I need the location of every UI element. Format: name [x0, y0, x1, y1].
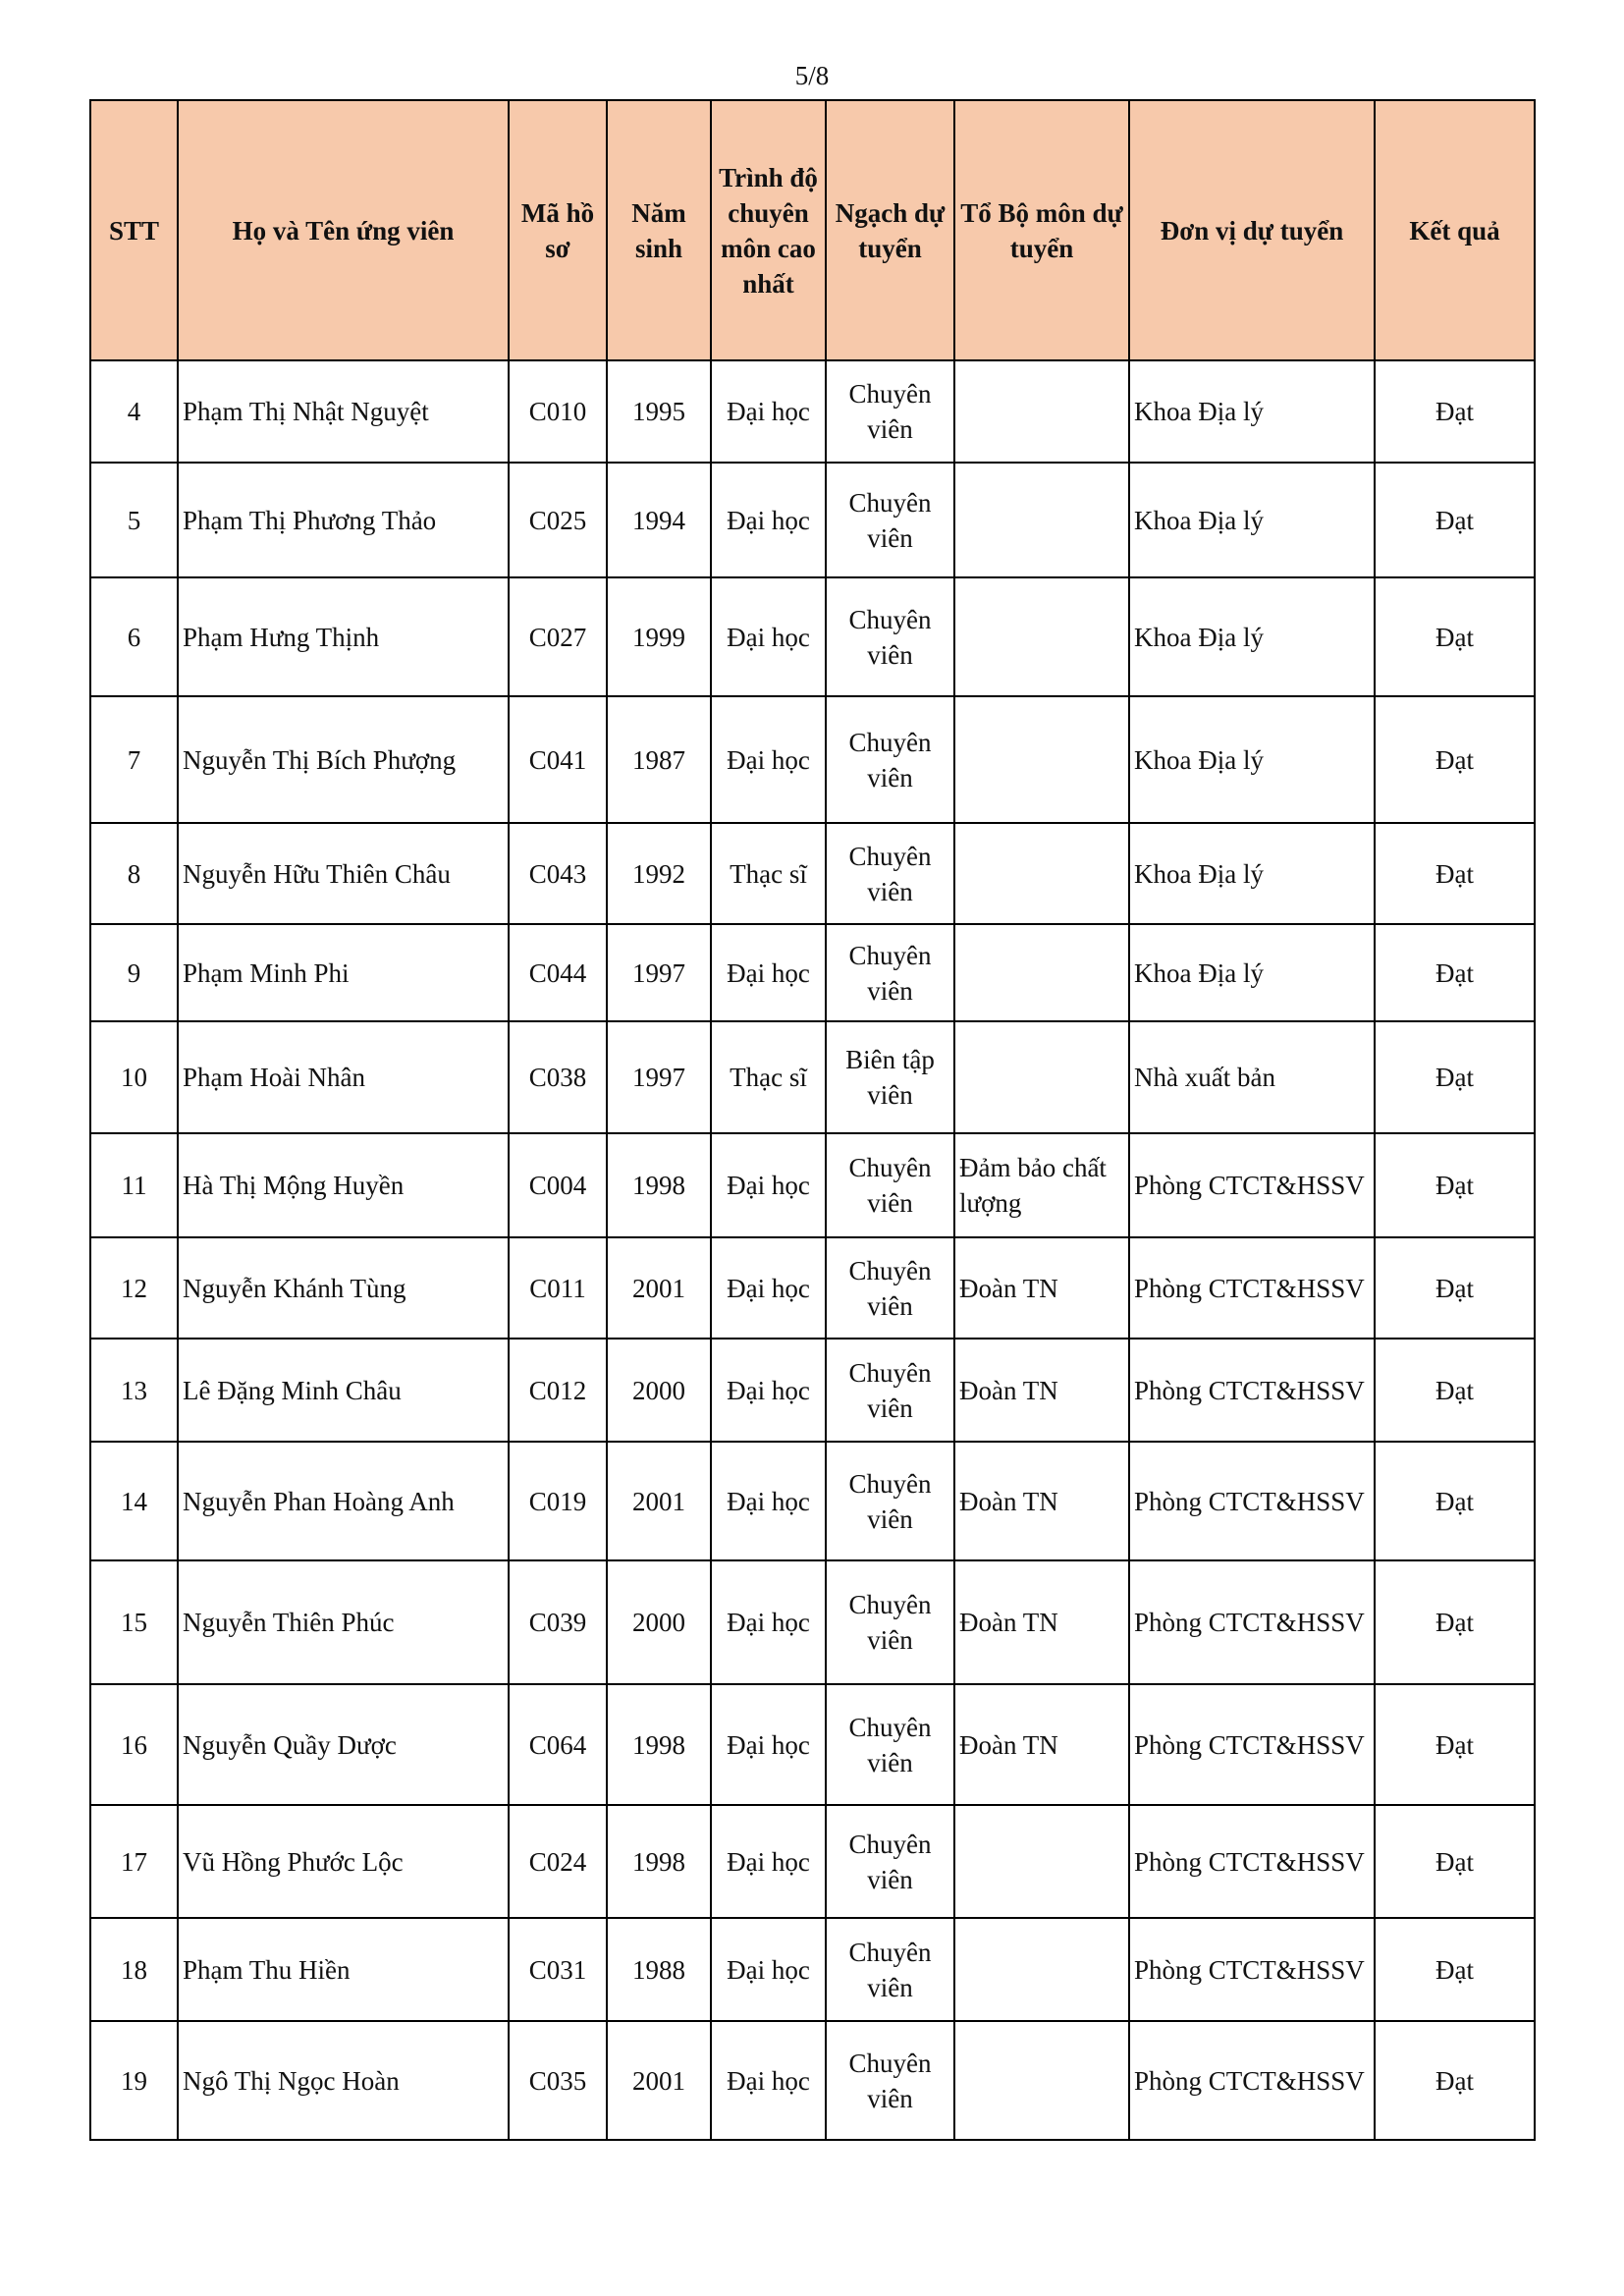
cell-stt: 17 — [90, 1805, 178, 1918]
cell-stt: 5 — [90, 463, 178, 577]
cell-birth-year: 1992 — [607, 823, 711, 924]
cell-name: Nguyễn Quầy Dược — [178, 1684, 509, 1805]
cell-rank: Chuyên viên — [826, 1560, 954, 1684]
cell-stt: 11 — [90, 1133, 178, 1237]
header-rank: Ngạch dự tuyển — [826, 100, 954, 360]
cell-unit: Khoa Địa lý — [1129, 924, 1375, 1021]
cell-birth-year: 1998 — [607, 1684, 711, 1805]
cell-file-code: C011 — [509, 1237, 607, 1339]
cell-file-code: C041 — [509, 696, 607, 823]
cell-unit: Khoa Địa lý — [1129, 823, 1375, 924]
table-row — [90, 696, 1535, 823]
cell-department-group: Đoàn TN — [954, 1237, 1129, 1339]
cell-file-code: C035 — [509, 2021, 607, 2140]
cell-education: Đại học — [711, 1442, 826, 1560]
cell-birth-year: 2000 — [607, 1560, 711, 1684]
cell-unit: Khoa Địa lý — [1129, 696, 1375, 823]
cell-name: Nguyễn Hữu Thiên Châu — [178, 823, 509, 924]
cell-name: Phạm Hoài Nhân — [178, 1021, 509, 1133]
cell-rank: Chuyên viên — [826, 1339, 954, 1442]
cell-stt: 8 — [90, 823, 178, 924]
cell-name: Nguyễn Thiên Phúc — [178, 1560, 509, 1684]
cell-unit: Phòng CTCT&HSSV — [1129, 1805, 1375, 1918]
page-number: 5/8 — [794, 61, 830, 90]
header-result: Kết quả — [1375, 100, 1535, 360]
cell-birth-year: 1988 — [607, 1918, 711, 2021]
cell-department-group — [954, 823, 1129, 924]
table-row — [90, 924, 1535, 1021]
cell-file-code: C025 — [509, 463, 607, 577]
cell-education: Đại học — [711, 1560, 826, 1684]
cell-file-code: C031 — [509, 1918, 607, 2021]
cell-rank: Chuyên viên — [826, 463, 954, 577]
cell-stt: 10 — [90, 1021, 178, 1133]
cell-name: Phạm Minh Phi — [178, 924, 509, 1021]
cell-unit: Phòng CTCT&HSSV — [1129, 1442, 1375, 1560]
cell-rank: Biên tập viên — [826, 1021, 954, 1133]
cell-result: Đạt — [1375, 696, 1535, 823]
cell-birth-year: 1999 — [607, 577, 711, 696]
table-row — [90, 463, 1535, 577]
cell-rank: Chuyên viên — [826, 924, 954, 1021]
cell-department-group: Đoàn TN — [954, 1560, 1129, 1684]
cell-education: Đại học — [711, 696, 826, 823]
cell-file-code: C039 — [509, 1560, 607, 1684]
cell-unit: Khoa Địa lý — [1129, 463, 1375, 577]
header-unit: Đơn vị dự tuyển — [1129, 100, 1375, 360]
table-row — [90, 577, 1535, 696]
table-row — [90, 2021, 1535, 2140]
cell-department-group: Đoàn TN — [954, 1339, 1129, 1442]
cell-birth-year: 1998 — [607, 1133, 711, 1237]
cell-result: Đạt — [1375, 1021, 1535, 1133]
cell-rank: Chuyên viên — [826, 577, 954, 696]
cell-file-code: C027 — [509, 577, 607, 696]
cell-rank: Chuyên viên — [826, 2021, 954, 2140]
cell-department-group — [954, 577, 1129, 696]
cell-unit: Phòng CTCT&HSSV — [1129, 1237, 1375, 1339]
cell-result: Đạt — [1375, 1805, 1535, 1918]
cell-rank: Chuyên viên — [826, 1237, 954, 1339]
cell-name: Phạm Thị Phương Thảo — [178, 463, 509, 577]
cell-education: Đại học — [711, 2021, 826, 2140]
cell-education: Đại học — [711, 1237, 826, 1339]
cell-rank: Chuyên viên — [826, 1684, 954, 1805]
cell-birth-year: 1998 — [607, 1805, 711, 1918]
cell-stt: 16 — [90, 1684, 178, 1805]
table-row — [90, 1918, 1535, 2021]
table-row — [90, 823, 1535, 924]
cell-rank: Chuyên viên — [826, 1805, 954, 1918]
cell-file-code: C043 — [509, 823, 607, 924]
cell-name: Phạm Thị Nhật Nguyệt — [178, 360, 509, 463]
cell-birth-year: 2001 — [607, 1237, 711, 1339]
cell-unit: Khoa Địa lý — [1129, 360, 1375, 463]
cell-rank: Chuyên viên — [826, 1918, 954, 2021]
table-row — [90, 1021, 1535, 1133]
table-row — [90, 360, 1535, 463]
cell-department-group — [954, 1918, 1129, 2021]
cell-name: Nguyễn Thị Bích Phượng — [178, 696, 509, 823]
cell-stt: 18 — [90, 1918, 178, 2021]
cell-birth-year: 1997 — [607, 1021, 711, 1133]
cell-result: Đạt — [1375, 1918, 1535, 2021]
cell-name: Phạm Thu Hiền — [178, 1918, 509, 2021]
cell-stt: 14 — [90, 1442, 178, 1560]
cell-file-code: C038 — [509, 1021, 607, 1133]
cell-education: Thạc sĩ — [711, 823, 826, 924]
cell-department-group — [954, 696, 1129, 823]
table-row — [90, 1339, 1535, 1442]
cell-unit: Phòng CTCT&HSSV — [1129, 1684, 1375, 1805]
cell-unit: Phòng CTCT&HSSV — [1129, 1339, 1375, 1442]
cell-file-code: C064 — [509, 1684, 607, 1805]
header-department-group: Tổ Bộ môn dự tuyển — [954, 100, 1129, 360]
cell-stt: 4 — [90, 360, 178, 463]
cell-result: Đạt — [1375, 577, 1535, 696]
table-row — [90, 1237, 1535, 1339]
cell-name: Lê Đặng Minh Châu — [178, 1339, 509, 1442]
cell-unit: Phòng CTCT&HSSV — [1129, 1918, 1375, 2021]
cell-result: Đạt — [1375, 924, 1535, 1021]
cell-unit: Phòng CTCT&HSSV — [1129, 2021, 1375, 2140]
cell-name: Ngô Thị Ngọc Hoàn — [178, 2021, 509, 2140]
cell-file-code: C010 — [509, 360, 607, 463]
cell-stt: 12 — [90, 1237, 178, 1339]
cell-stt: 13 — [90, 1339, 178, 1442]
cell-department-group — [954, 463, 1129, 577]
table-row — [90, 1805, 1535, 1918]
cell-birth-year: 2001 — [607, 1442, 711, 1560]
cell-education: Đại học — [711, 1684, 826, 1805]
cell-department-group — [954, 924, 1129, 1021]
cell-result: Đạt — [1375, 1442, 1535, 1560]
header-education: Trình độ chuyên môn cao nhất — [711, 100, 826, 360]
cell-department-group — [954, 2021, 1129, 2140]
header-name: Họ và Tên ứng viên — [178, 100, 509, 360]
table-row — [90, 1133, 1535, 1237]
cell-rank: Chuyên viên — [826, 1442, 954, 1560]
cell-result: Đạt — [1375, 1133, 1535, 1237]
cell-birth-year: 1995 — [607, 360, 711, 463]
cell-education: Đại học — [711, 577, 826, 696]
cell-name: Nguyễn Phan Hoàng Anh — [178, 1442, 509, 1560]
cell-result: Đạt — [1375, 1560, 1535, 1684]
cell-result: Đạt — [1375, 1237, 1535, 1339]
cell-file-code: C012 — [509, 1339, 607, 1442]
cell-result: Đạt — [1375, 823, 1535, 924]
table-row — [90, 1684, 1535, 1805]
cell-birth-year: 1994 — [607, 463, 711, 577]
cell-birth-year: 1997 — [607, 924, 711, 1021]
cell-result: Đạt — [1375, 2021, 1535, 2140]
cell-department-group: Đoàn TN — [954, 1442, 1129, 1560]
table-row — [90, 1560, 1535, 1684]
cell-file-code: C004 — [509, 1133, 607, 1237]
table-row — [90, 1442, 1535, 1560]
cell-birth-year: 1987 — [607, 696, 711, 823]
cell-unit: Khoa Địa lý — [1129, 577, 1375, 696]
cell-file-code: C024 — [509, 1805, 607, 1918]
cell-unit: Phòng CTCT&HSSV — [1129, 1560, 1375, 1684]
cell-rank: Chuyên viên — [826, 696, 954, 823]
cell-birth-year: 2000 — [607, 1339, 711, 1442]
cell-name: Phạm Hưng Thịnh — [178, 577, 509, 696]
cell-department-group — [954, 1021, 1129, 1133]
cell-name: Nguyễn Khánh Tùng — [178, 1237, 509, 1339]
cell-stt: 19 — [90, 2021, 178, 2140]
cell-education: Đại học — [711, 1133, 826, 1237]
cell-result: Đạt — [1375, 360, 1535, 463]
cell-education: Đại học — [711, 1805, 826, 1918]
cell-result: Đạt — [1375, 1684, 1535, 1805]
cell-result: Đạt — [1375, 463, 1535, 577]
cell-department-group: Đảm bảo chất lượng — [954, 1133, 1129, 1237]
cell-file-code: C019 — [509, 1442, 607, 1560]
header-file-code: Mã hồ sơ — [509, 100, 607, 360]
candidates-table — [89, 99, 1536, 2141]
cell-rank: Chuyên viên — [826, 1133, 954, 1237]
cell-rank: Chuyên viên — [826, 360, 954, 463]
cell-unit: Nhà xuất bản — [1129, 1021, 1375, 1133]
cell-education: Đại học — [711, 1918, 826, 2021]
cell-education: Đại học — [711, 360, 826, 463]
header-stt: STT — [90, 100, 178, 360]
cell-name: Hà Thị Mộng Huyền — [178, 1133, 509, 1237]
cell-result: Đạt — [1375, 1339, 1535, 1442]
cell-unit: Phòng CTCT&HSSV — [1129, 1133, 1375, 1237]
header-birth-year: Năm sinh — [607, 100, 711, 360]
cell-department-group: Đoàn TN — [954, 1684, 1129, 1805]
cell-stt: 6 — [90, 577, 178, 696]
cell-education: Đại học — [711, 463, 826, 577]
cell-stt: 7 — [90, 696, 178, 823]
cell-education: Thạc sĩ — [711, 1021, 826, 1133]
cell-name: Vũ Hồng Phước Lộc — [178, 1805, 509, 1918]
cell-education: Đại học — [711, 924, 826, 1021]
cell-birth-year: 2001 — [607, 2021, 711, 2140]
cell-stt: 15 — [90, 1560, 178, 1684]
cell-stt: 9 — [90, 924, 178, 1021]
cell-department-group — [954, 360, 1129, 463]
cell-rank: Chuyên viên — [826, 823, 954, 924]
cell-department-group — [954, 1805, 1129, 1918]
table-header-row — [90, 100, 1535, 360]
cell-file-code: C044 — [509, 924, 607, 1021]
cell-education: Đại học — [711, 1339, 826, 1442]
